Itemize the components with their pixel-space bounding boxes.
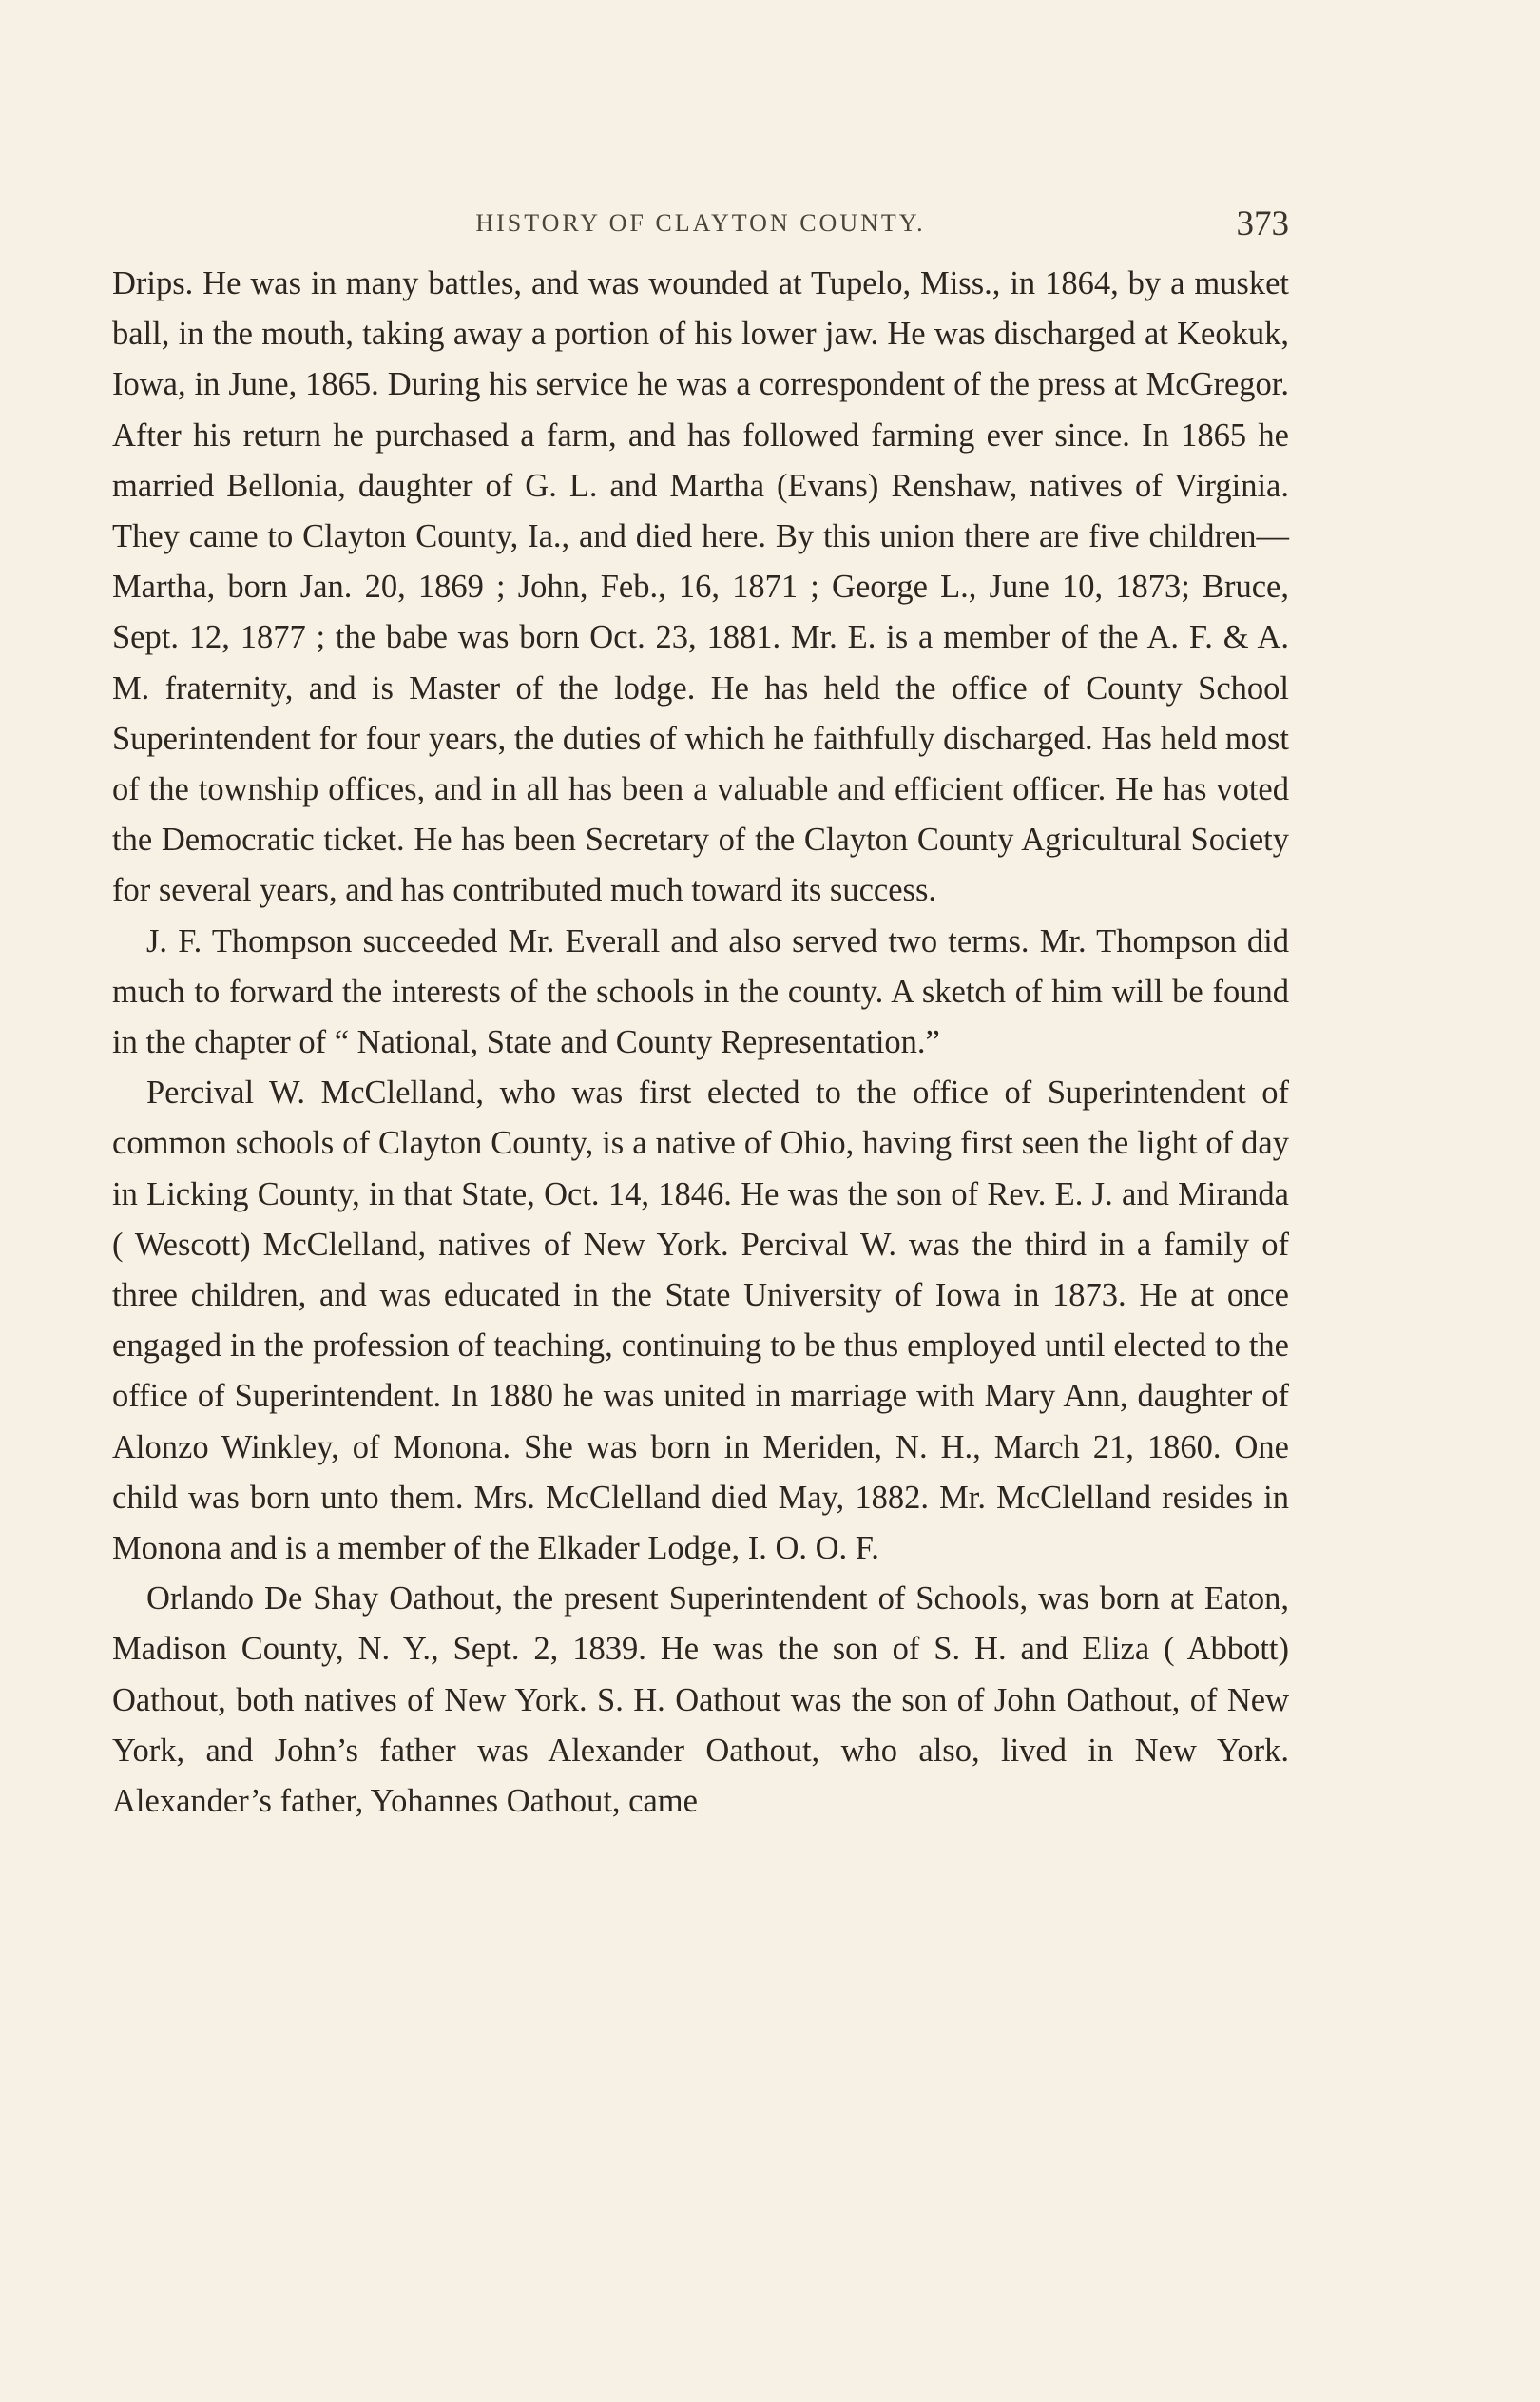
paragraph-everall-continued: Drips. He was in many battles, and was wounded at Tupelo, Miss., in 1864, by a musket ball, in the mouth, taking away a portion of his lower jaw. He was discharged at Keokuk, Iowa, in June, 1865. During his service he was a correspondent of the press at McGregor. After his return he purchased a farm, and has followed farming ever since. In 1865 he married Bellonia, daughter of G. L. and Martha (Evans) Renshaw, natives of Virginia. They came to Clayton County, Ia., and died here. By this union there are five children—Martha, born Jan. 20, 1869 ; John, Feb., 16, 1871 ; George L., June 10, 1873; Bruce, Sept. 12, 1877 ; the babe was born Oct. 23, 1881. Mr. E. is a member of the A. F. & A. M. fraternity, and is Master of the lodge. He has held the office of County School Superintendent for four years, the duties of which he faithfully discharged. Has held most of the township offices, and in all has been a valuable and efficient officer. He has voted the Democratic ticket. He has been Secretary of the Clayton County Agricultural Society for several years, and has contributed much toward its success. xyxy=(112,265,1289,909)
paragraph-oathout: Orlando De Shay Oathout, the present Superintendent of Schools, was born at Eaton, Madison County, N. Y., Sept. 2, 1839. He was the son of S. H. and Eliza ( Abbott) Oathout, both natives of New York. S. H. Oathout was the son of John Oathout, of New York, and John’s father was Alexander Oathout, who also, lived in New York. Alexander’s father, Yohannes Oathout, came xyxy=(112,1580,1289,1820)
paragraph-thompson: J. F. Thompson succeeded Mr. Everall and also served two terms. Mr. Thompson did much to forward the interests of the schools in the county. A sketch of him will be found in the chapter of “ National, State and County Representation.” xyxy=(112,922,1289,1061)
body-text xyxy=(112,259,1289,1827)
page-number: 373 xyxy=(1236,204,1289,243)
running-head xyxy=(112,203,1289,245)
running-title: HISTORY OF CLAYTON COUNTY. xyxy=(475,209,926,237)
paragraph-mcclelland: Percival W. McClelland, who was first elected to the office of Superintendent of common schools of Clayton County, is a native of Ohio, having first seen the light of day in Licking County, in that State, Oct. 14, 1846. He was the son of Rev. E. J. and Miranda ( Wescott) McClelland, natives of New York. Percival W. was the third in a family of three children, and was educated in the State University of Iowa in 1873. He at once engaged in the profession of teaching, continuing to be thus employed until elected to the office of Superintendent. In 1880 he was united in marriage with Mary Ann, daughter of Alonzo Winkley, of Monona. She was born in Meriden, N. H., March 21, 1860. One child was born unto them. Mrs. McClelland died May, 1882. Mr. McClelland resides in Monona and is a member of the Elkader Lodge, I. O. O. F. xyxy=(112,1075,1289,1567)
